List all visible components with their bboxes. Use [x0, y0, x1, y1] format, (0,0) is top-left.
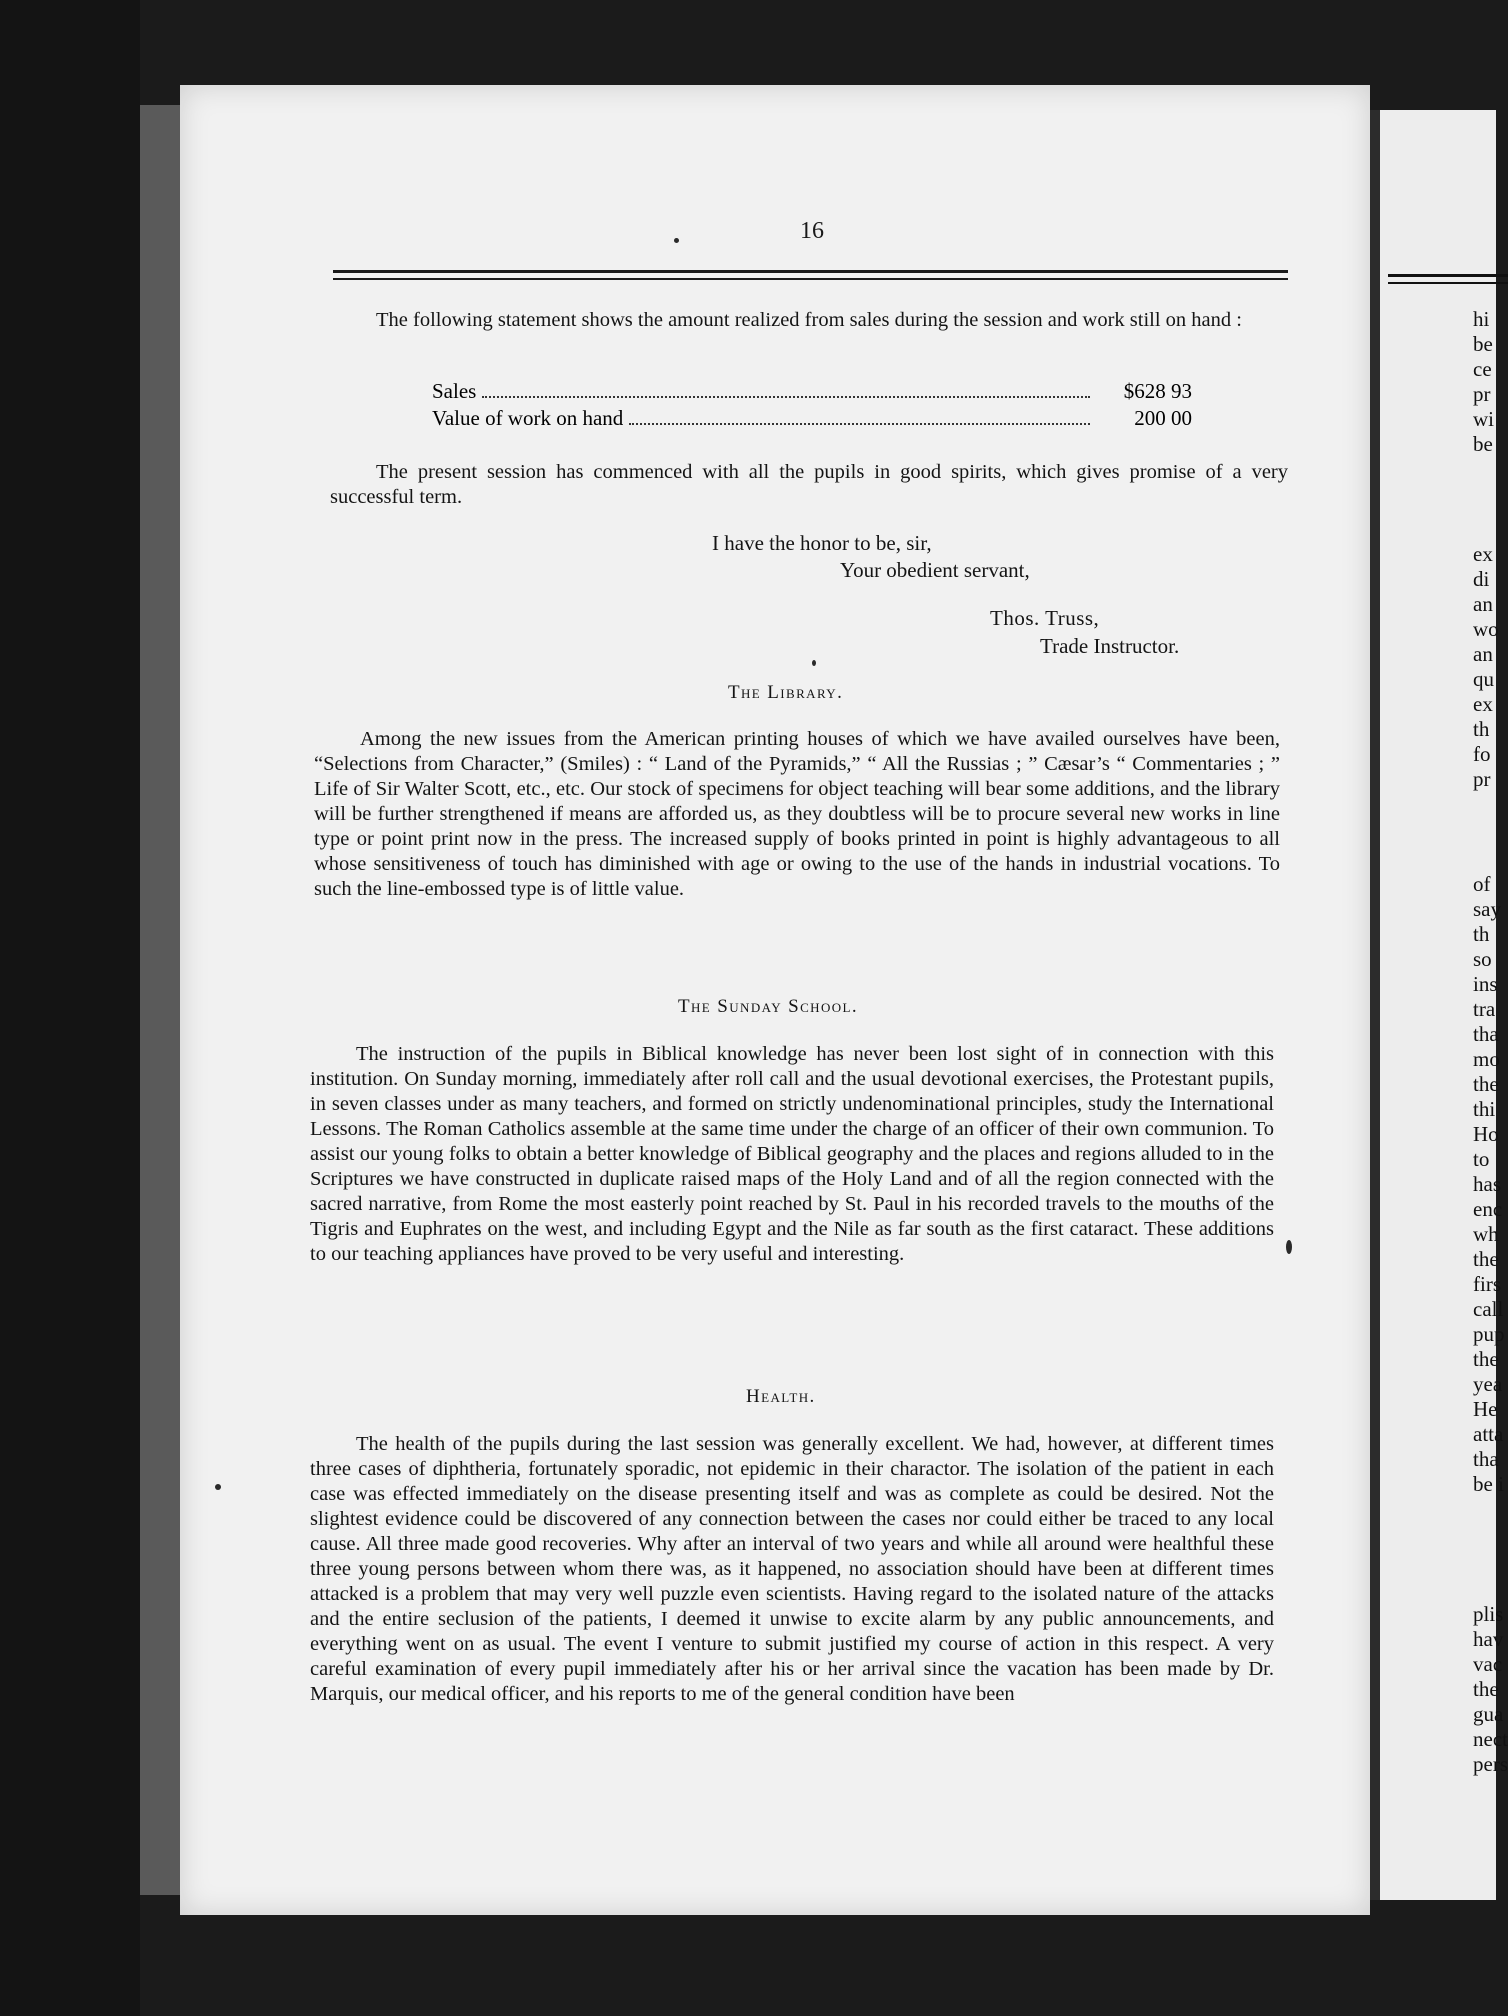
- adjacent-page-fragment: wh: [1473, 1222, 1499, 1246]
- adjacent-page-fragment: th: [1473, 922, 1490, 946]
- signature-title: Trade Instructor.: [1040, 634, 1180, 658]
- adjacent-page-fragment: ex: [1473, 692, 1493, 716]
- adjacent-page-fragment: so: [1473, 947, 1492, 971]
- section-heading-sunday-school: The Sunday School.: [678, 996, 859, 1017]
- ledger-leader-dots: [482, 396, 1090, 398]
- book-cover-edge: [140, 105, 180, 1895]
- section-heading-health: Health.: [746, 1386, 816, 1407]
- adjacent-page-rule: [1388, 282, 1508, 284]
- sunday-school-paragraph: The instruction of the pupils in Biblical knowledge has never been lost sight of in connection with this institution. On Sunday morning, immediately after roll call and the usual devotional exercises, the Protestant pupils, in seven classes under as many teachers, and formed on strictly undenominational principles, study the International Lessons. The Roman Catholics assemble at the same time under the charge of an officer of their own communion. To assist our young folks to obtain a better knowledge of Biblical geography and the places and regions alluded to in the Scriptures we have constructed in duplicate raised maps of the Holy Land and of all the region connected with the sacred narrative, from Rome the most easterly point reached by St. Paul in his recorded travels to the mouths of the Tigris and Euphrates on the west, and including Egypt and the Nile as far south as the first cataract. These additions to our teaching appliances have proved to be very useful and interesting.: [310, 1043, 1274, 1265]
- ledger-leader-dots: [629, 423, 1090, 425]
- adjacent-page-fragment: yea: [1473, 1372, 1503, 1396]
- scan-speck: [812, 660, 816, 666]
- ledger-row: [432, 378, 1192, 405]
- header-double-rule: [333, 270, 1288, 280]
- sunday-school-section: [310, 1042, 1274, 1267]
- health-paragraph: The health of the pupils during the last session was generally excellent. We had, however, at different times three cases of diphtheria, fortunately sporadic, not epidemic in their charactor. The isolation of the patient in each case was effected immediately on the disease presenting itself and was as complete as could be desired. Not the slightest evidence could be discovered of any connection between the cases nor could either be traced to any local cause. All three made good recoveries. Why after an interval of two years and while all around were healthful these three young persons between whom there was, as it happened, no association should have been at different times attacked is a problem that may very well puzzle even scientists. Having regard to the isolated nature of the attacks and the entire seclusion of the patients, I deemed it unwise to excite alarm by any public announcements, and everything went on as usual. The event I venture to submit justified my course of action in this respect. A very careful examination of every pupil immediately after his or her arrival since the vacation has been made by Dr. Marquis, our medical officer, and his reports to me of the general condition have been: [310, 1433, 1274, 1705]
- adjacent-page-fragment: pr: [1473, 382, 1491, 406]
- adjacent-page-fragment: the: [1473, 1072, 1499, 1096]
- health-section: [310, 1432, 1274, 1707]
- adjacent-page-fragment: the: [1473, 1247, 1499, 1271]
- adjacent-page-fragment: ce: [1473, 357, 1492, 381]
- intro-paragraph: The following statement shows the amount realized from sales during the session and work still on hand :: [376, 309, 1242, 331]
- closing-salutation: I have the honor to be, sir,: [712, 531, 932, 555]
- adjacent-page-fragment: be i: [1473, 1472, 1504, 1496]
- adjacent-page-fragment: pr: [1473, 767, 1491, 791]
- adjacent-page-fragment: wo: [1473, 617, 1499, 641]
- adjacent-page-fragment: qu: [1473, 667, 1494, 691]
- adjacent-page-fragment: to: [1473, 1147, 1490, 1171]
- sales-statement-intro: [330, 308, 1288, 333]
- ledger-row: [432, 405, 1192, 432]
- adjacent-page-fragment: tha: [1473, 1022, 1499, 1046]
- scan-speck: [215, 1484, 221, 1490]
- adjacent-page-fragment: firs: [1473, 1272, 1501, 1296]
- adjacent-page-fragment: wi: [1473, 407, 1494, 431]
- adjacent-page-fragment: call: [1473, 1297, 1504, 1321]
- adjacent-page-fragment: be: [1473, 332, 1493, 356]
- adjacent-page-fragment: vac: [1473, 1652, 1503, 1676]
- scan-speck: [1286, 1240, 1292, 1254]
- adjacent-page-fragment: plis: [1473, 1602, 1504, 1626]
- book-gutter: [1370, 110, 1380, 1900]
- adjacent-page-fragment: He: [1473, 1397, 1498, 1421]
- adjacent-page-fragment: the: [1473, 1347, 1499, 1371]
- adjacent-page-fragment: pers: [1473, 1752, 1508, 1776]
- closing-servant: Your obedient servant,: [840, 558, 1030, 582]
- adjacent-page-fragment: Ho: [1473, 1122, 1499, 1146]
- adjacent-page-fragment: ex: [1473, 542, 1493, 566]
- scan-speck: [674, 238, 679, 243]
- adjacent-page-fragment: ins: [1473, 972, 1498, 996]
- adjacent-page-fragment: be: [1473, 432, 1493, 456]
- ledger-label: Value of work on hand: [432, 406, 624, 430]
- adjacent-page-fragment: of: [1473, 872, 1491, 896]
- adjacent-page-fragment: fo: [1473, 742, 1491, 766]
- signature-name: Thos. Truss,: [990, 606, 1100, 630]
- adjacent-page-fragment: enc: [1473, 1197, 1503, 1221]
- library-paragraph: Among the new issues from the American printing houses of which we have availed ourselves have been, “Selections from Character,” (Smiles) : “ Land of the Pyramids,” “ All the Russias ; ” Cæsar’s “ Commentaries ; ” Life of Sir Walter Scott, etc., etc. Our stock of specimens for object teaching will bear some additions, and the library will be further strengthened if means are afforded us, as they doubtless will be to procure several new works in line type or point print now in the press. The increased supply of books printed in point is highly advantageous to all whose sensitiveness of touch has diminished with age or owing to the use of the hands in industrial vocations. To such the line-embossed type is of little value.: [314, 728, 1280, 900]
- ledger-amount: 200 00: [1134, 406, 1192, 430]
- page-number: 16: [800, 218, 824, 244]
- adjacent-page-fragment: has: [1473, 1172, 1501, 1196]
- adjacent-page-fragment: atta: [1473, 1422, 1504, 1446]
- section-heading-library: The Library.: [728, 682, 844, 703]
- promise-paragraph: The present session has commenced with all the pupils in good spirits, which gives promise of a very successful term.: [330, 461, 1288, 508]
- session-paragraph: [330, 460, 1288, 510]
- ledger-label: Sales: [432, 379, 477, 403]
- adjacent-page-rule: [1388, 274, 1508, 277]
- adjacent-page-fragment: di: [1473, 567, 1490, 591]
- adjacent-page-fragment: say: [1473, 897, 1501, 921]
- adjacent-page-fragment: th: [1473, 717, 1490, 741]
- adjacent-page-fragment: mo: [1473, 1047, 1500, 1071]
- library-section: [314, 727, 1280, 902]
- adjacent-page-fragment: hi: [1473, 307, 1490, 331]
- adjacent-page-fragment: tra: [1473, 997, 1496, 1021]
- ledger-amount: $628 93: [1123, 379, 1192, 403]
- adjacent-page-fragment: pup: [1473, 1322, 1505, 1346]
- adjacent-page-fragment: gua: [1473, 1702, 1504, 1726]
- scan-border-left: [0, 0, 140, 2016]
- adjacent-page-fragment: an: [1473, 592, 1493, 616]
- adjacent-page-fragment: the: [1473, 1677, 1499, 1701]
- sales-ledger: [432, 378, 1192, 432]
- adjacent-page-fragment: thi: [1473, 1097, 1496, 1121]
- adjacent-page-fragment: hav: [1473, 1627, 1504, 1651]
- adjacent-page-fragment: tha: [1473, 1447, 1499, 1471]
- adjacent-page-fragment: an: [1473, 642, 1493, 666]
- adjacent-page-fragment: nect: [1473, 1727, 1508, 1751]
